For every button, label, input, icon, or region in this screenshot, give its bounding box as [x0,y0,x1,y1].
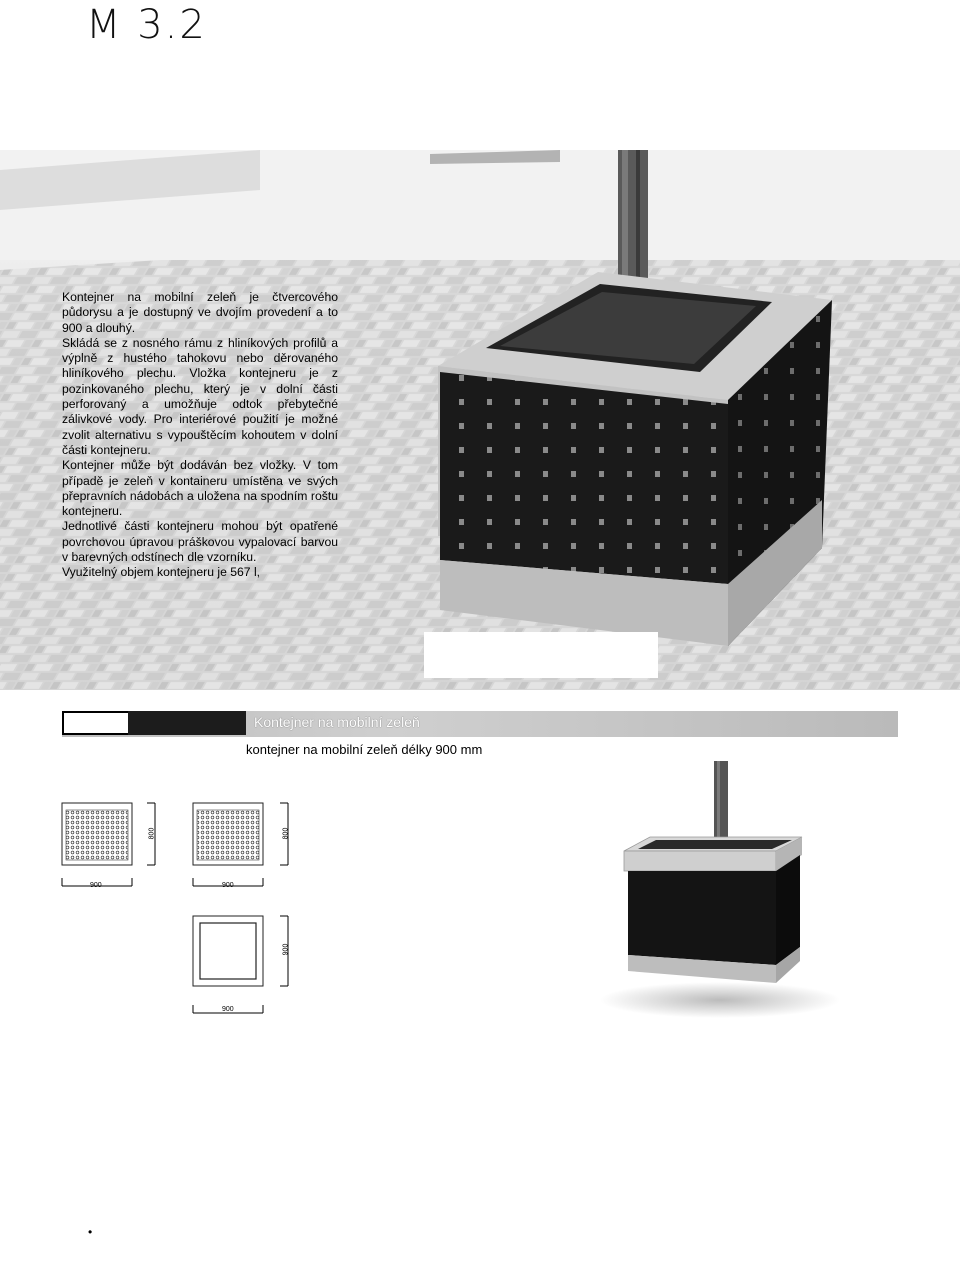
product-description [62,290,338,581]
description-paragraph: Skládá se z nosného rámu z hliníkových profilů a výplně z hustého tahokovu nebo děrovaného hliníkového plechu. Vložka kontejneru je z pozinkovaného plechu, který je v dolní části perforovaný a umožňuje odtok přebytečné zálivkové vody. Pro interiérové použití je možné zvolit alternativu s vypouštěcím kohoutem v dolní části kontejneru. [62,335,338,457]
handwritten-label: M 3.2 [86,2,207,48]
front-height-label: 800 [148,827,156,840]
description-paragraph: Využitelný objem kontejneru je 567 l, [62,565,261,580]
section-title-bar [62,711,898,737]
drawing-subtitle: kontejner na mobilní zeleň délky 900 mm [246,742,483,757]
description-paragraph: Kontejner na mobilní zeleň je čtvercového půdorysu a je dostupný ve dvojím provedení a to 900 a dlouhý. [62,290,338,335]
top-width-label: 900 [222,1006,234,1013]
side-width-label: 900 [222,882,234,889]
technical-drawings [0,790,320,1030]
front-width-label: 900 [90,882,102,889]
description-paragraph: Jednotlivé části kontejneru mohou být opatřené povrchovou úpravou práškovou vypalovací barvou v barevných odstínech dle vzorníku. [62,519,338,565]
stray-mark: • [88,1225,93,1239]
top-height-label: 900 [282,943,290,956]
bar-white-segment [62,711,132,735]
redaction-block [424,632,658,678]
description-paragraph: Kontejner může být dodáván bez vložky. V tom případě je zeleň v kontaineru umístěna ve svých přepravních nádobách a uložena na spodním roštu kontejneru. [62,458,338,519]
planter-render [580,755,840,1025]
top-view-drawing [193,916,288,1013]
front-view-drawing [62,803,155,886]
section-title: Kontejner na mobilní zeleň [254,714,420,730]
bar-dark-segment [128,711,246,735]
side-view-drawing [193,803,288,886]
side-height-label: 800 [282,827,290,840]
